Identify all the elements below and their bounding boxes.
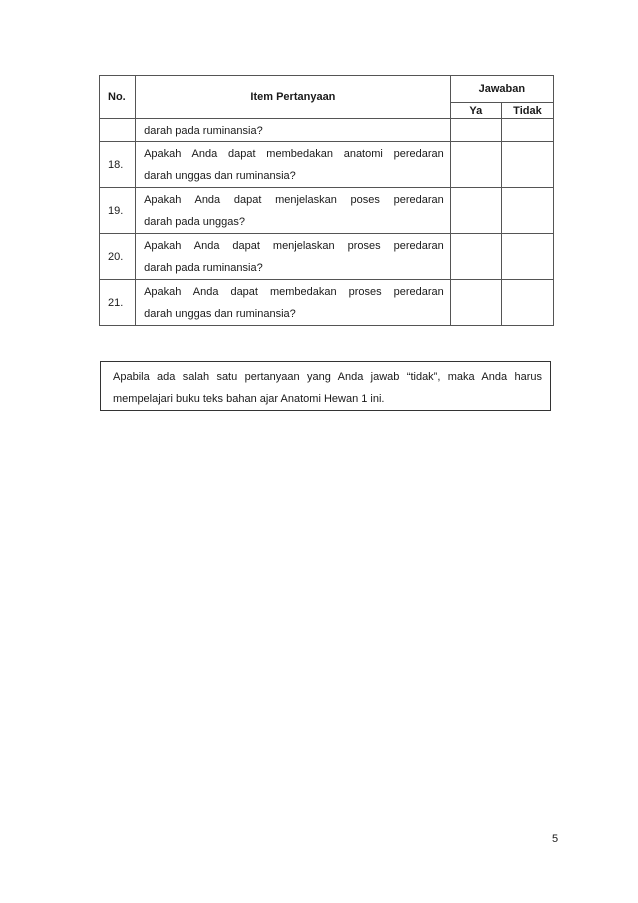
question-line: Apakah Anda dapat membedakan proses peredaran xyxy=(144,285,444,298)
question-text xyxy=(136,280,451,326)
question-line: darah pada ruminansia? xyxy=(144,261,263,274)
table-row-continued xyxy=(100,119,554,142)
question-text xyxy=(136,142,451,188)
answer-yes-cell[interactable] xyxy=(450,119,501,142)
question-line: Apakah Anda dapat menjelaskan poses peredaran xyxy=(144,193,444,206)
answer-yes-cell[interactable] xyxy=(450,142,501,188)
question-number: 20. xyxy=(100,234,136,280)
answer-no-cell[interactable] xyxy=(501,119,553,142)
header-no-answer: Tidak xyxy=(501,103,553,119)
header-item: Item Pertanyaan xyxy=(136,76,451,119)
question-line: darah unggas dan ruminansia? xyxy=(144,169,296,182)
page-number: 5 xyxy=(552,833,559,845)
answer-yes-cell[interactable] xyxy=(450,188,501,234)
instruction-note-box xyxy=(100,361,551,411)
table-row xyxy=(100,234,554,280)
answer-no-cell[interactable] xyxy=(501,234,553,280)
question-number: 21. xyxy=(100,280,136,326)
question-text xyxy=(136,188,451,234)
answer-no-cell[interactable] xyxy=(501,142,553,188)
question-line: darah pada unggas? xyxy=(144,215,246,228)
header-yes: Ya xyxy=(450,103,501,119)
table-row xyxy=(100,188,554,234)
answer-no-cell[interactable] xyxy=(501,280,553,326)
header-number: No. xyxy=(100,76,136,119)
answer-yes-cell[interactable] xyxy=(450,280,501,326)
table-row xyxy=(100,142,554,188)
table-row xyxy=(100,280,554,326)
question-line: Apakah Anda dapat membedakan anatomi peredaran xyxy=(144,147,444,160)
question-line: Apakah Anda dapat menjelaskan proses peredaran xyxy=(144,239,444,252)
question-number: 19. xyxy=(100,188,136,234)
questionnaire-table xyxy=(99,75,554,326)
note-line: mempelajari buku teks bahan ajar Anatomi Hewan 1 ini. xyxy=(113,393,385,405)
question-number: 18. xyxy=(100,142,136,188)
answer-no-cell[interactable] xyxy=(501,188,553,234)
header-answer: Jawaban xyxy=(450,76,553,103)
note-line: Apabila ada salah satu pertanyaan yang Anda jawab “tidak”, maka Anda harus xyxy=(113,371,542,383)
question-line: darah unggas dan ruminansia? xyxy=(144,307,296,320)
answer-yes-cell[interactable] xyxy=(450,234,501,280)
question-text xyxy=(136,234,451,280)
number-cell-empty xyxy=(100,119,136,142)
continued-question-text: darah pada ruminansia? xyxy=(136,119,451,142)
